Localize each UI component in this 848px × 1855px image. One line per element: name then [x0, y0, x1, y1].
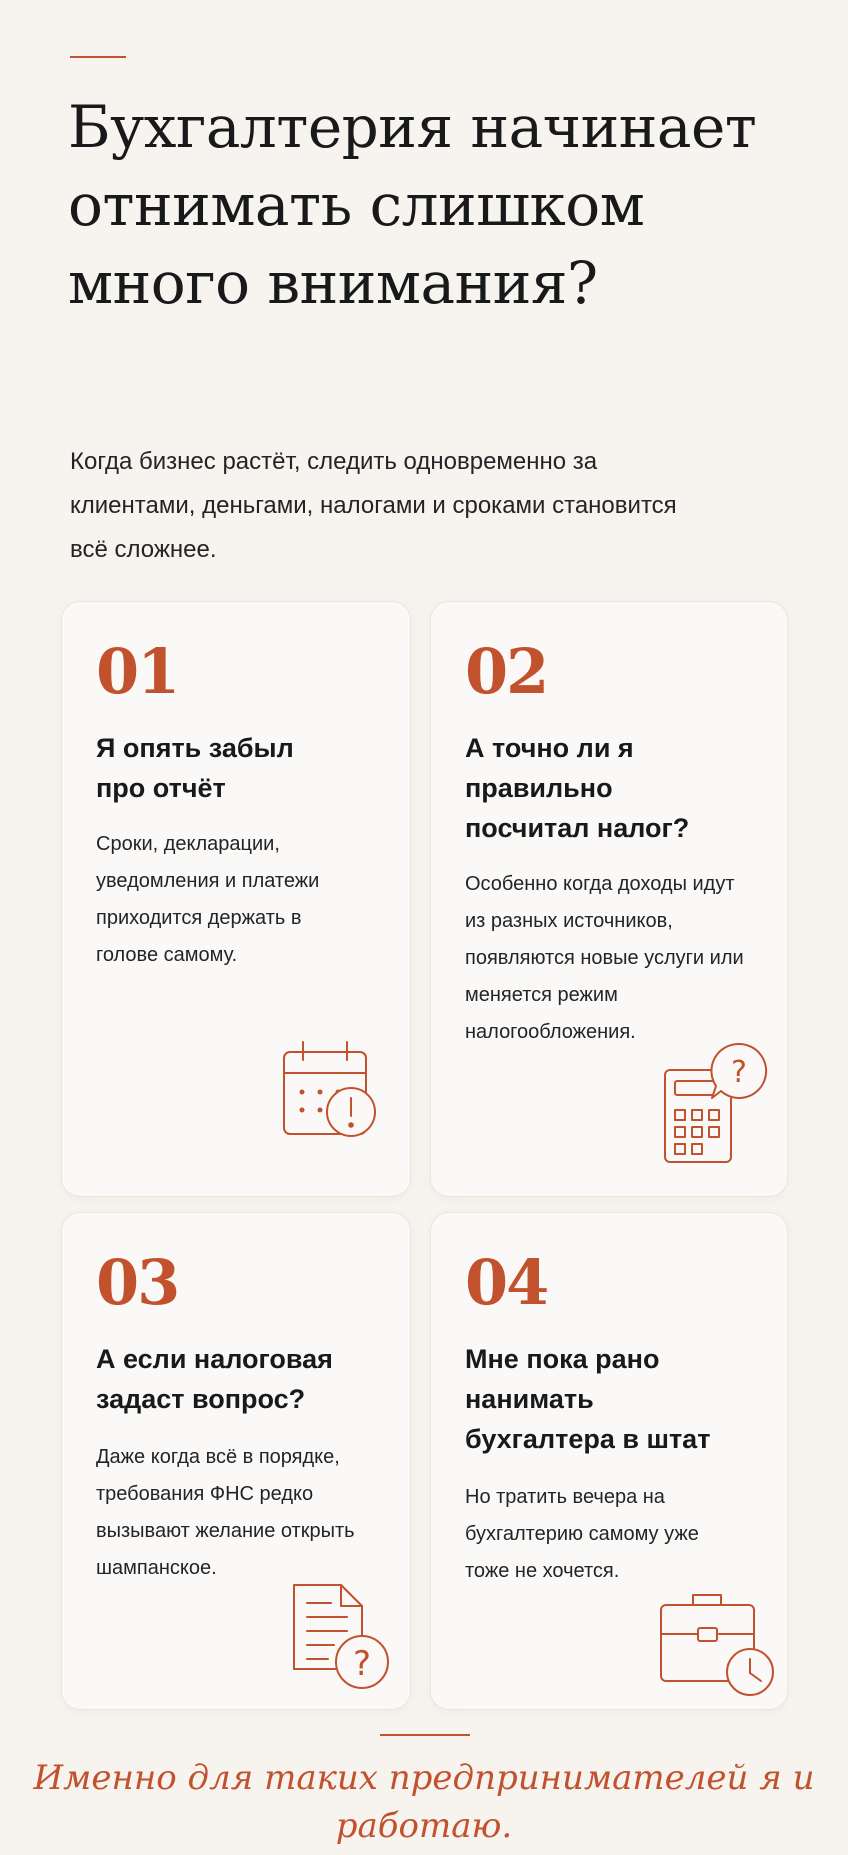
- document-question-icon: [286, 1581, 396, 1691]
- card-number: 03: [96, 1246, 179, 1319]
- closing-quote: Именно для таких предпринимателей я и работаю.: [33, 1758, 815, 1846]
- card-number: 04: [465, 1246, 548, 1319]
- svg-text:?: ?: [352, 1644, 372, 1684]
- card-title: Я опять забыл про отчёт: [96, 733, 294, 803]
- pain-point-card-04: [431, 1213, 787, 1709]
- card-number: 01: [96, 635, 179, 708]
- pain-point-card-01: [62, 602, 410, 1196]
- calendar-alert-icon: [276, 1036, 378, 1144]
- pain-point-card-02: [431, 602, 787, 1196]
- bottom-accent-line: [380, 1734, 470, 1736]
- card-text: Особенно когда доходы идут из разных источников, появляются новые услуги или меняется режим налогообложения.: [465, 873, 744, 1043]
- card-text: Даже когда всё в порядке, требования ФНС редко вызывают желание открыть шампанское.: [96, 1446, 355, 1579]
- card-title: А точно ли я правильно посчитал налог?: [465, 733, 690, 843]
- top-accent-line: [70, 56, 126, 58]
- card-text: Сроки, декларации, уведомления и платежи приходится держать в голове самому.: [96, 833, 320, 966]
- card-title: Мне пока рано нанимать бухгалтера в штат: [465, 1344, 711, 1454]
- page-title: Бухгалтерия начинает отнимать слишком много внимания?: [68, 93, 757, 317]
- intro-text: Когда бизнес растёт, следить одновременно за клиентами, деньгами, налогами и сроками становится всё сложнее.: [70, 448, 677, 563]
- briefcase-clock-icon: [655, 1585, 779, 1699]
- pain-point-card-03: [62, 1213, 410, 1709]
- svg-text:?: ?: [731, 1055, 747, 1090]
- card-text: Но тратить вечера на бухгалтерию самому уже тоже не хочется.: [465, 1486, 699, 1582]
- calculator-question-icon: [660, 1036, 772, 1170]
- card-number: 02: [465, 635, 548, 708]
- card-title: А если налоговая задаст вопрос?: [96, 1344, 333, 1414]
